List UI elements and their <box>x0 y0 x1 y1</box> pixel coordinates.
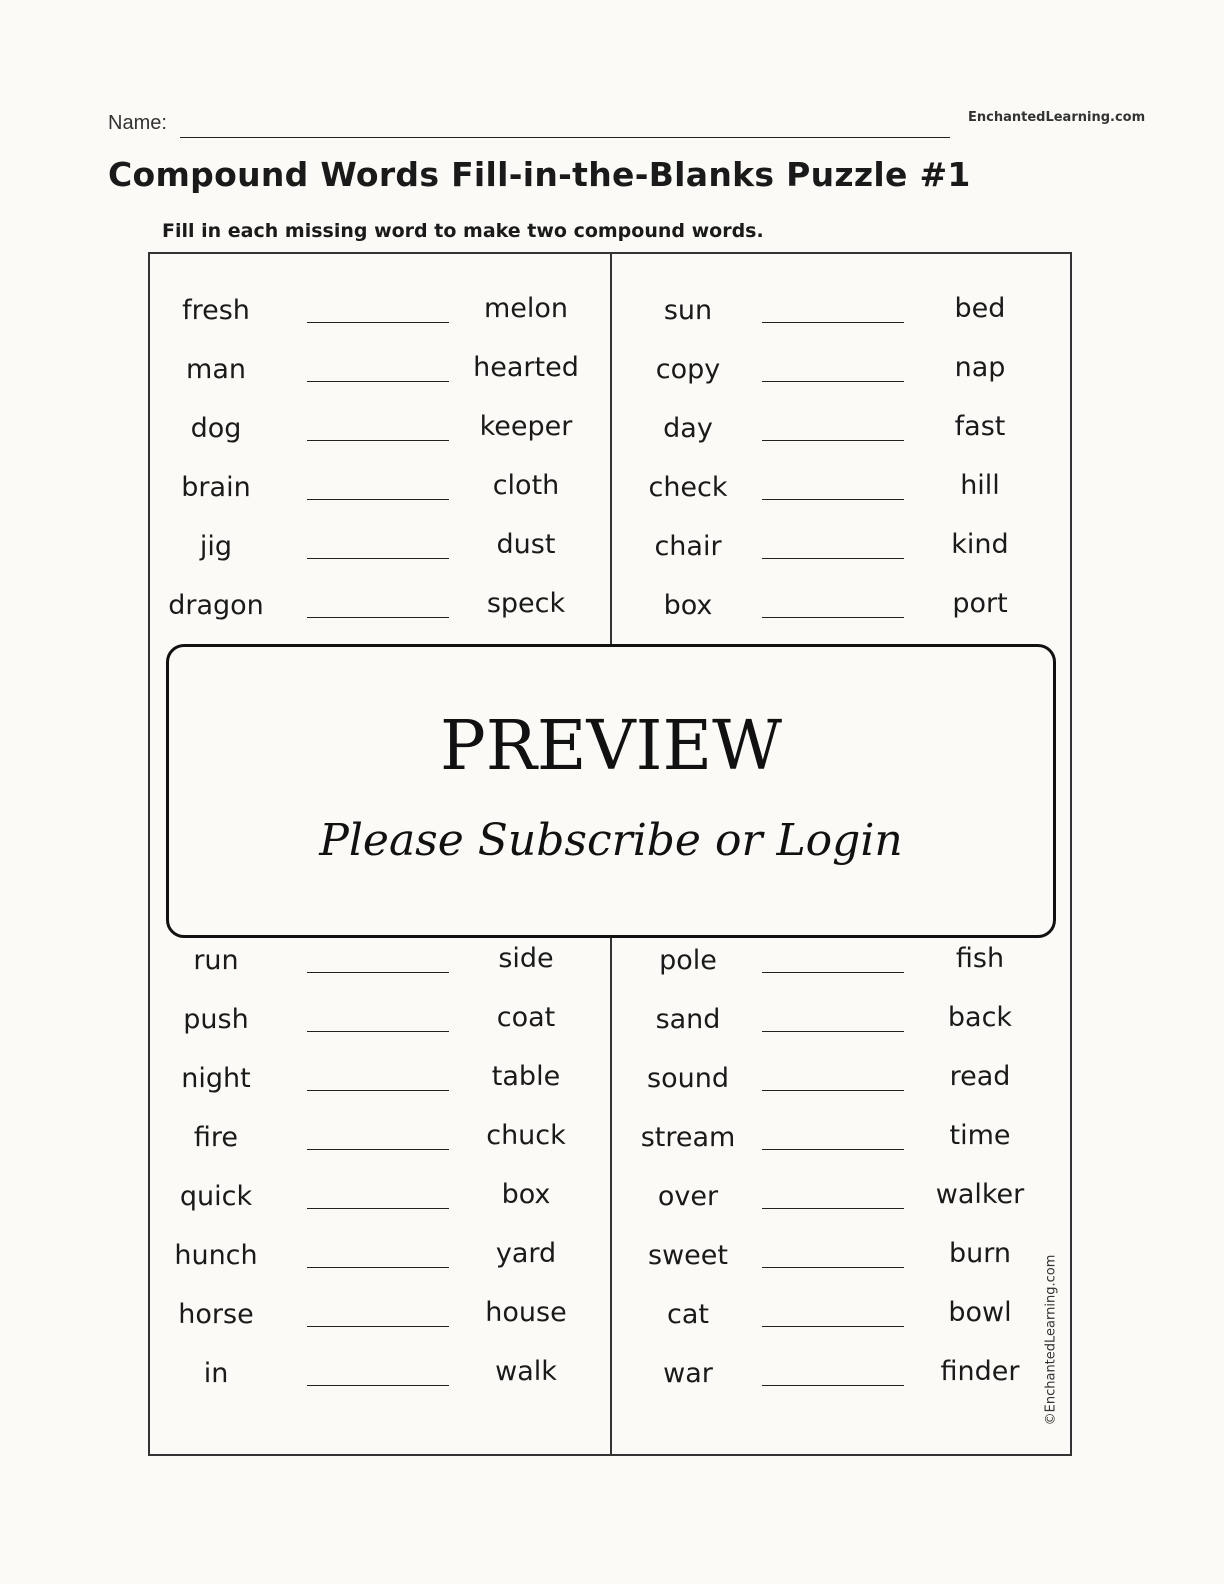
word-second: speck <box>486 588 566 619</box>
word-first: man <box>186 354 246 385</box>
answer-blank[interactable] <box>762 1326 904 1327</box>
word-second: bowl <box>948 1297 1012 1328</box>
word-first: quick <box>179 1181 253 1212</box>
word-second: cloth <box>492 470 560 501</box>
word-first: push <box>183 1004 249 1035</box>
word-first: box <box>663 590 713 621</box>
answer-blank[interactable] <box>762 440 904 441</box>
word-first: check <box>648 472 728 503</box>
word-first: war <box>663 1358 713 1389</box>
word-second: read <box>949 1061 1011 1092</box>
answer-blank[interactable] <box>762 322 904 323</box>
answer-blank[interactable] <box>307 1149 449 1150</box>
word-second: dust <box>496 529 556 560</box>
name-line[interactable] <box>180 137 950 138</box>
word-second: finder <box>940 1356 1020 1387</box>
word-first: in <box>203 1358 229 1389</box>
word-second: chuck <box>486 1120 566 1151</box>
word-second: walk <box>495 1356 557 1387</box>
word-second: back <box>947 1002 1013 1033</box>
answer-blank[interactable] <box>307 440 449 441</box>
word-second: nap <box>954 352 1006 383</box>
answer-blank[interactable] <box>762 1031 904 1032</box>
word-second: melon <box>483 293 569 324</box>
word-first: horse <box>178 1299 254 1330</box>
word-first: dog <box>190 413 242 444</box>
word-second: bed <box>954 293 1006 324</box>
word-first: sound <box>647 1063 729 1094</box>
copyright-text: ©EnchantedLearning.com <box>1043 1254 1059 1426</box>
preview-subtitle[interactable]: Please Subscribe or Login <box>319 815 903 866</box>
word-first: dragon <box>168 590 264 621</box>
word-first: night <box>181 1063 251 1094</box>
word-first: fresh <box>182 295 250 326</box>
name-label: Name: <box>108 112 167 134</box>
answer-blank[interactable] <box>307 499 449 500</box>
word-second: hearted <box>473 352 579 383</box>
word-second: table <box>491 1061 561 1092</box>
answer-blank[interactable] <box>762 381 904 382</box>
word-first: pole <box>659 945 717 976</box>
word-second: walker <box>935 1179 1025 1210</box>
word-first: jig <box>199 531 233 562</box>
word-first: sun <box>663 295 713 326</box>
page-title: Compound Words Fill-in-the-Blanks Puzzle #1 <box>108 155 971 194</box>
answer-blank[interactable] <box>307 1031 449 1032</box>
word-first: chair <box>654 531 722 562</box>
word-second: fish <box>955 943 1005 974</box>
word-second: keeper <box>479 411 573 442</box>
answer-blank[interactable] <box>762 1385 904 1386</box>
answer-blank[interactable] <box>307 322 449 323</box>
answer-blank[interactable] <box>762 972 904 973</box>
word-first: copy <box>655 354 721 385</box>
word-first: over <box>657 1181 719 1212</box>
word-first: cat <box>667 1299 709 1330</box>
word-second: box <box>501 1179 551 1210</box>
word-second: coat <box>496 1002 556 1033</box>
answer-blank[interactable] <box>307 1385 449 1386</box>
word-first: brain <box>181 472 251 503</box>
answer-blank[interactable] <box>307 972 449 973</box>
word-second: port <box>952 588 1008 619</box>
word-first: run <box>193 945 239 976</box>
word-first: sand <box>655 1004 721 1035</box>
answer-blank[interactable] <box>307 558 449 559</box>
answer-blank[interactable] <box>307 1267 449 1268</box>
preview-overlay[interactable] <box>166 644 1056 938</box>
answer-blank[interactable] <box>762 1149 904 1150</box>
word-second: burn <box>949 1238 1011 1269</box>
word-second: house <box>485 1297 567 1328</box>
word-second: hill <box>960 470 1000 501</box>
word-first: sweet <box>648 1240 728 1271</box>
answer-blank[interactable] <box>307 617 449 618</box>
word-second: yard <box>495 1238 557 1269</box>
answer-blank[interactable] <box>762 1090 904 1091</box>
answer-blank[interactable] <box>307 1326 449 1327</box>
answer-blank[interactable] <box>307 381 449 382</box>
instructions: Fill in each missing word to make two compound words. <box>162 220 764 242</box>
word-first: hunch <box>174 1240 258 1271</box>
site-credit: EnchantedLearning.com <box>968 110 1146 125</box>
answer-blank[interactable] <box>762 617 904 618</box>
word-first: stream <box>640 1122 736 1153</box>
word-second: kind <box>951 529 1009 560</box>
answer-blank[interactable] <box>762 1267 904 1268</box>
word-second: time <box>949 1120 1011 1151</box>
answer-blank[interactable] <box>762 499 904 500</box>
preview-title: PREVIEW <box>439 707 783 786</box>
answer-blank[interactable] <box>307 1208 449 1209</box>
word-first: fire <box>193 1122 239 1153</box>
word-second: fast <box>954 411 1006 442</box>
word-first: day <box>663 413 713 444</box>
answer-blank[interactable] <box>762 1208 904 1209</box>
word-second: side <box>498 943 554 974</box>
answer-blank[interactable] <box>762 558 904 559</box>
answer-blank[interactable] <box>307 1090 449 1091</box>
